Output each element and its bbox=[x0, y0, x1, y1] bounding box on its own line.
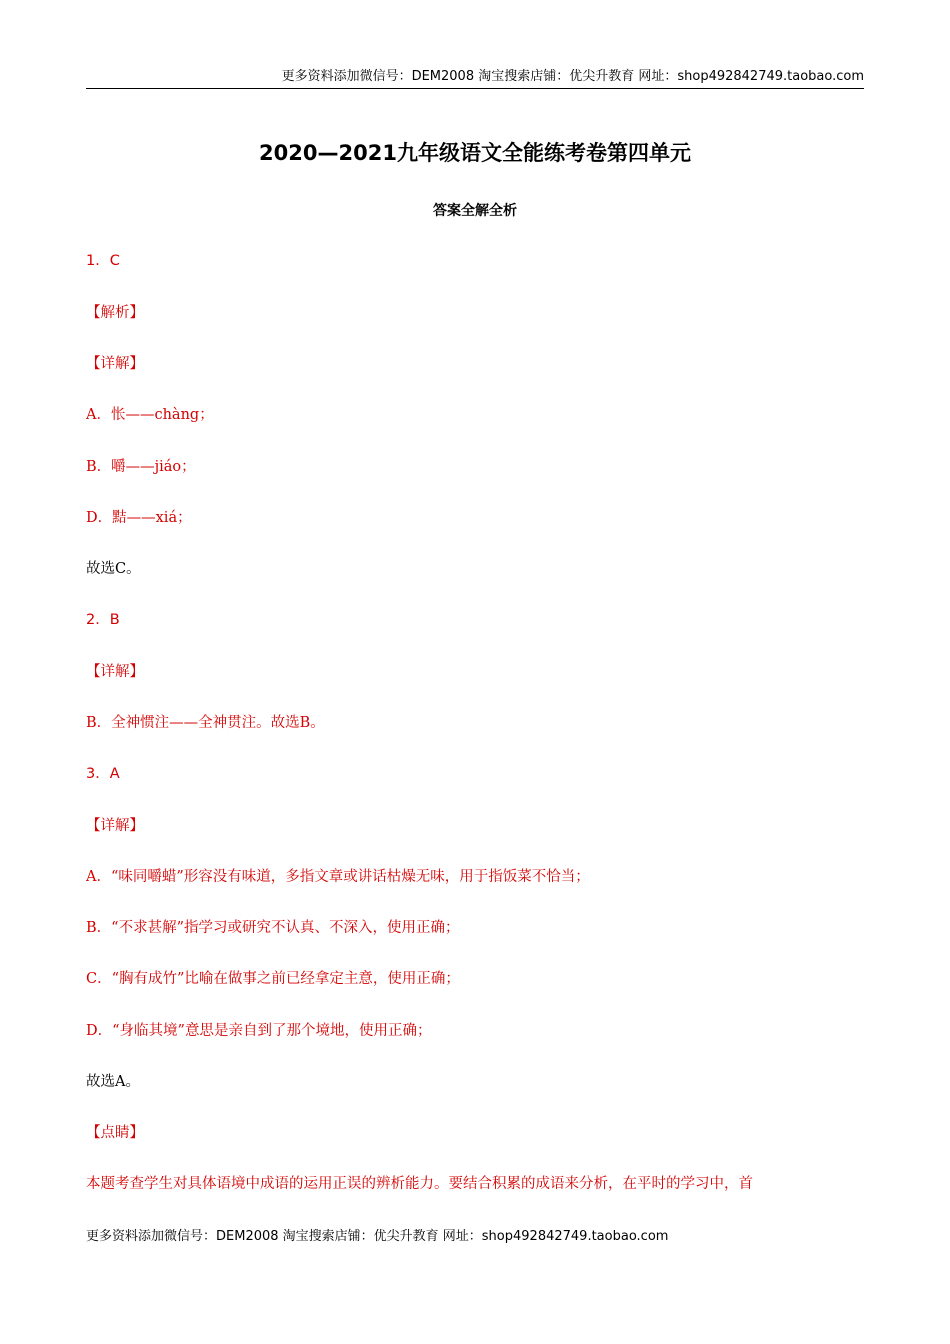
header-divider bbox=[86, 88, 864, 89]
answer-1-heading: 1．C bbox=[86, 253, 120, 269]
answer-3-heading: 3．A bbox=[86, 766, 120, 782]
detail-label: 【详解】 bbox=[86, 356, 144, 372]
answer-3-option-c: C．“胸有成竹”比喻在做事之前已经拿定主意，使用正确； bbox=[86, 971, 460, 987]
answer-1-conclusion: 故选C。 bbox=[86, 561, 141, 577]
answer-3-option-b: B．“不求甚解”指学习或研究不认真、不深入，使用正确； bbox=[86, 920, 460, 936]
answer-3-option-d: D．“身临其境”意思是亲自到了那个境地，使用正确； bbox=[86, 1023, 432, 1039]
tip-paragraph: 本题考查学生对具体语境中成语的运用正误的辨析能力。要结合积累的成语来分析，在平时的学习中，首 bbox=[86, 1176, 753, 1192]
answer-1-option-b: B．嚼——jiáo； bbox=[86, 459, 196, 475]
document-title: 2020—2021九年级语文全能练考卷第四单元 bbox=[259, 141, 691, 165]
answer-3-option-a: A．“味同嚼蜡”形容没有味道，多指文章或讲话枯燥无味，用于指饭菜不恰当； bbox=[86, 869, 590, 885]
detail-label: 【详解】 bbox=[86, 664, 144, 680]
analysis-label: 【解析】 bbox=[86, 305, 144, 321]
document-subtitle: 答案全解全析 bbox=[433, 203, 517, 219]
answer-2-option-b: B．全神惯注——全神贯注。故选B。 bbox=[86, 715, 325, 731]
page-header: 更多资料添加微信号：DEM2008 淘宝搜索店铺：优尖升教育 网址：shop492842749.taobao.com bbox=[281, 69, 864, 84]
answer-3-conclusion: 故选A。 bbox=[86, 1074, 140, 1090]
tip-label: 【点睛】 bbox=[86, 1125, 144, 1141]
answer-1-option-d: D．黠——xiá； bbox=[86, 510, 192, 526]
answer-2-heading: 2．B bbox=[86, 612, 120, 628]
answer-1-option-a: A．怅——chàng； bbox=[86, 407, 214, 423]
detail-label: 【详解】 bbox=[86, 818, 144, 834]
page-footer: 更多资料添加微信号：DEM2008 淘宝搜索店铺：优尖升教育 网址：shop492842749.taobao.com bbox=[86, 1229, 669, 1244]
